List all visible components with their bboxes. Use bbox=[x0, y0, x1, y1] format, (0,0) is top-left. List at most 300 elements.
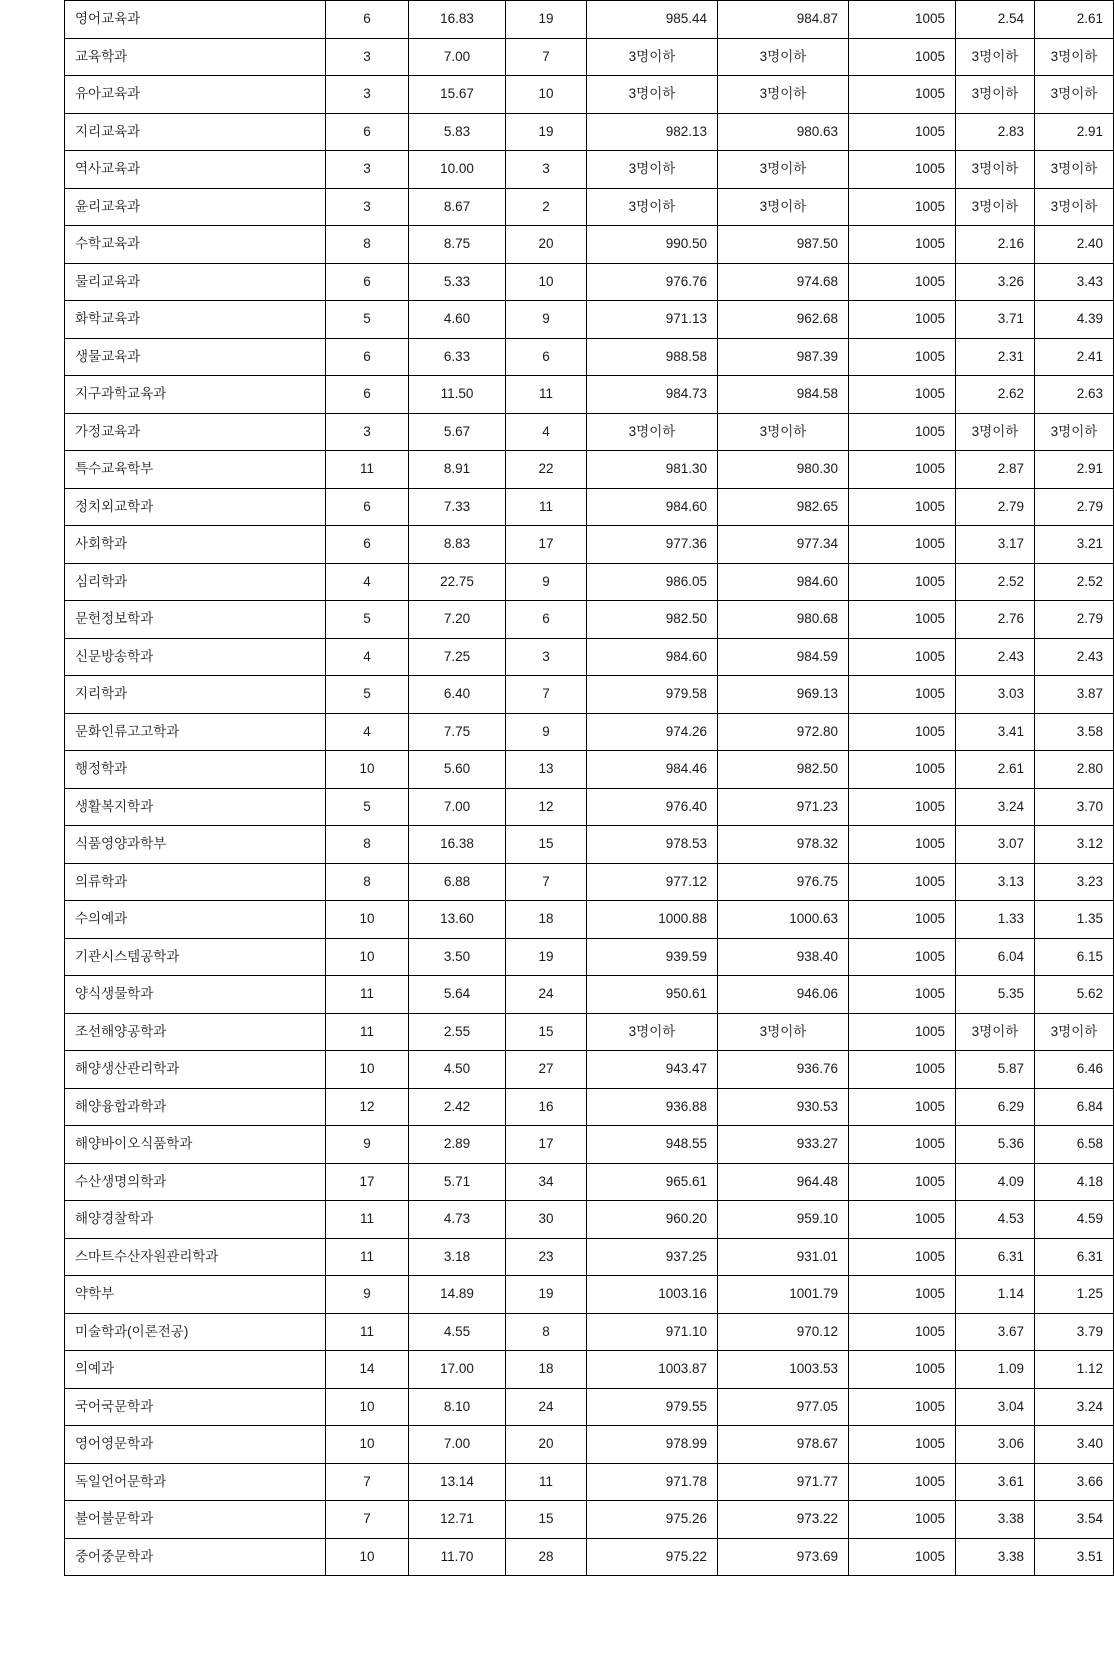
table-row bbox=[65, 76, 1114, 114]
cell-score1: 948.55 bbox=[587, 1126, 718, 1164]
cell-dept: 스마트수산자원관리학과 bbox=[65, 1238, 326, 1276]
cell-score2: 946.06 bbox=[718, 976, 849, 1014]
cell-dept: 해양생산관리학과 bbox=[65, 1051, 326, 1089]
cell-total: 1005 bbox=[849, 1463, 956, 1501]
cell-num: 3 bbox=[326, 38, 409, 76]
cell-pct1: 3.41 bbox=[956, 713, 1035, 751]
cell-score1: 971.78 bbox=[587, 1463, 718, 1501]
cell-score2: 973.22 bbox=[718, 1501, 849, 1539]
cell-num: 3 bbox=[326, 151, 409, 189]
cell-score1: 974.26 bbox=[587, 713, 718, 751]
cell-dept: 지리교육과 bbox=[65, 113, 326, 151]
cell-rate: 3.18 bbox=[409, 1238, 506, 1276]
table-row bbox=[65, 1426, 1114, 1464]
cell-cnt: 18 bbox=[506, 901, 587, 939]
cell-score2: 964.48 bbox=[718, 1163, 849, 1201]
cell-score1: 979.58 bbox=[587, 676, 718, 714]
cell-num: 11 bbox=[326, 1238, 409, 1276]
cell-score2: 987.39 bbox=[718, 338, 849, 376]
cell-cnt: 30 bbox=[506, 1201, 587, 1239]
cell-total: 1005 bbox=[849, 638, 956, 676]
cell-score2: 936.76 bbox=[718, 1051, 849, 1089]
cell-pct2: 3명이하 bbox=[1035, 413, 1114, 451]
table-row bbox=[65, 151, 1114, 189]
cell-score1: 988.58 bbox=[587, 338, 718, 376]
cell-score1: 3명이하 bbox=[587, 38, 718, 76]
cell-rate: 7.00 bbox=[409, 38, 506, 76]
cell-rate: 3.50 bbox=[409, 938, 506, 976]
cell-total: 1005 bbox=[849, 413, 956, 451]
cell-total: 1005 bbox=[849, 1501, 956, 1539]
cell-pct2: 1.35 bbox=[1035, 901, 1114, 939]
table-row bbox=[65, 1163, 1114, 1201]
cell-score2: 980.30 bbox=[718, 451, 849, 489]
table-row bbox=[65, 638, 1114, 676]
cell-dept: 국어국문학과 bbox=[65, 1388, 326, 1426]
cell-num: 10 bbox=[326, 938, 409, 976]
cell-pct1: 2.79 bbox=[956, 488, 1035, 526]
cell-pct1: 3.61 bbox=[956, 1463, 1035, 1501]
cell-score1: 978.53 bbox=[587, 826, 718, 864]
cell-score1: 981.30 bbox=[587, 451, 718, 489]
cell-pct2: 3명이하 bbox=[1035, 151, 1114, 189]
table-row bbox=[65, 563, 1114, 601]
cell-score1: 986.05 bbox=[587, 563, 718, 601]
cell-pct2: 2.61 bbox=[1035, 1, 1114, 39]
cell-num: 10 bbox=[326, 1051, 409, 1089]
cell-num: 9 bbox=[326, 1126, 409, 1164]
cell-total: 1005 bbox=[849, 301, 956, 339]
cell-num: 6 bbox=[326, 1, 409, 39]
cell-score2: 978.32 bbox=[718, 826, 849, 864]
cell-pct2: 2.91 bbox=[1035, 451, 1114, 489]
cell-total: 1005 bbox=[849, 1126, 956, 1164]
cell-cnt: 27 bbox=[506, 1051, 587, 1089]
cell-score2: 984.58 bbox=[718, 376, 849, 414]
cell-pct2: 2.79 bbox=[1035, 488, 1114, 526]
cell-score2: 931.01 bbox=[718, 1238, 849, 1276]
cell-total: 1005 bbox=[849, 151, 956, 189]
cell-score2: 980.63 bbox=[718, 113, 849, 151]
table-row bbox=[65, 1126, 1114, 1164]
table-row bbox=[65, 1538, 1114, 1576]
cell-pct1: 3명이하 bbox=[956, 38, 1035, 76]
cell-pct2: 3.24 bbox=[1035, 1388, 1114, 1426]
cell-pct1: 3.13 bbox=[956, 863, 1035, 901]
cell-rate: 2.42 bbox=[409, 1088, 506, 1126]
cell-pct2: 6.31 bbox=[1035, 1238, 1114, 1276]
cell-pct1: 2.16 bbox=[956, 226, 1035, 264]
cell-cnt: 6 bbox=[506, 601, 587, 639]
cell-score2: 1000.63 bbox=[718, 901, 849, 939]
cell-total: 1005 bbox=[849, 338, 956, 376]
cell-rate: 6.33 bbox=[409, 338, 506, 376]
cell-rate: 7.33 bbox=[409, 488, 506, 526]
cell-score2: 984.59 bbox=[718, 638, 849, 676]
cell-rate: 7.20 bbox=[409, 601, 506, 639]
table-row bbox=[65, 338, 1114, 376]
cell-total: 1005 bbox=[849, 976, 956, 1014]
cell-pct2: 3명이하 bbox=[1035, 38, 1114, 76]
cell-pct2: 2.63 bbox=[1035, 376, 1114, 414]
cell-dept: 의류학과 bbox=[65, 863, 326, 901]
cell-dept: 영어교육과 bbox=[65, 1, 326, 39]
cell-total: 1005 bbox=[849, 938, 956, 976]
cell-cnt: 28 bbox=[506, 1538, 587, 1576]
cell-rate: 22.75 bbox=[409, 563, 506, 601]
cell-score2: 959.10 bbox=[718, 1201, 849, 1239]
cell-score2: 974.68 bbox=[718, 263, 849, 301]
cell-dept: 해양융합과학과 bbox=[65, 1088, 326, 1126]
cell-score1: 975.26 bbox=[587, 1501, 718, 1539]
cell-score1: 3명이하 bbox=[587, 151, 718, 189]
cell-pct1: 3명이하 bbox=[956, 76, 1035, 114]
cell-score2: 933.27 bbox=[718, 1126, 849, 1164]
cell-total: 1005 bbox=[849, 1313, 956, 1351]
table-row bbox=[65, 938, 1114, 976]
table-row bbox=[65, 976, 1114, 1014]
cell-score2: 930.53 bbox=[718, 1088, 849, 1126]
cell-total: 1005 bbox=[849, 263, 956, 301]
cell-cnt: 9 bbox=[506, 713, 587, 751]
table-row bbox=[65, 676, 1114, 714]
cell-score2: 3명이하 bbox=[718, 151, 849, 189]
cell-dept: 불어불문학과 bbox=[65, 1501, 326, 1539]
cell-cnt: 8 bbox=[506, 1313, 587, 1351]
cell-num: 10 bbox=[326, 901, 409, 939]
table-row bbox=[65, 301, 1114, 339]
cell-rate: 8.83 bbox=[409, 526, 506, 564]
cell-score2: 970.12 bbox=[718, 1313, 849, 1351]
cell-rate: 16.38 bbox=[409, 826, 506, 864]
cell-rate: 8.75 bbox=[409, 226, 506, 264]
cell-total: 1005 bbox=[849, 451, 956, 489]
cell-dept: 교육학과 bbox=[65, 38, 326, 76]
table-row bbox=[65, 1088, 1114, 1126]
cell-dept: 사회학과 bbox=[65, 526, 326, 564]
cell-dept: 역사교육과 bbox=[65, 151, 326, 189]
cell-pct2: 1.25 bbox=[1035, 1276, 1114, 1314]
cell-pct2: 3.40 bbox=[1035, 1426, 1114, 1464]
table-row bbox=[65, 788, 1114, 826]
cell-dept: 의예과 bbox=[65, 1351, 326, 1389]
cell-cnt: 19 bbox=[506, 113, 587, 151]
cell-cnt: 24 bbox=[506, 976, 587, 1014]
cell-pct2: 3.79 bbox=[1035, 1313, 1114, 1351]
cell-score1: 937.25 bbox=[587, 1238, 718, 1276]
admissions-table-container bbox=[64, 0, 1103, 1576]
cell-pct1: 3.38 bbox=[956, 1538, 1035, 1576]
cell-dept: 기관시스템공학과 bbox=[65, 938, 326, 976]
cell-pct2: 6.46 bbox=[1035, 1051, 1114, 1089]
cell-cnt: 19 bbox=[506, 1276, 587, 1314]
cell-dept: 약학부 bbox=[65, 1276, 326, 1314]
cell-rate: 6.88 bbox=[409, 863, 506, 901]
table-row bbox=[65, 38, 1114, 76]
cell-cnt: 15 bbox=[506, 1013, 587, 1051]
cell-score1: 3명이하 bbox=[587, 76, 718, 114]
cell-cnt: 34 bbox=[506, 1163, 587, 1201]
cell-pct1: 4.53 bbox=[956, 1201, 1035, 1239]
cell-num: 14 bbox=[326, 1351, 409, 1389]
table-row bbox=[65, 376, 1114, 414]
cell-dept: 가정교육과 bbox=[65, 413, 326, 451]
table-row bbox=[65, 1051, 1114, 1089]
cell-dept: 양식생물학과 bbox=[65, 976, 326, 1014]
table-row bbox=[65, 1313, 1114, 1351]
cell-cnt: 10 bbox=[506, 76, 587, 114]
cell-cnt: 19 bbox=[506, 1, 587, 39]
cell-total: 1005 bbox=[849, 751, 956, 789]
cell-rate: 7.75 bbox=[409, 713, 506, 751]
cell-score2: 1001.79 bbox=[718, 1276, 849, 1314]
cell-num: 6 bbox=[326, 338, 409, 376]
cell-num: 11 bbox=[326, 1201, 409, 1239]
cell-pct2: 4.59 bbox=[1035, 1201, 1114, 1239]
cell-total: 1005 bbox=[849, 1388, 956, 1426]
cell-dept: 중어중문학과 bbox=[65, 1538, 326, 1576]
cell-rate: 8.10 bbox=[409, 1388, 506, 1426]
cell-score2: 984.60 bbox=[718, 563, 849, 601]
cell-cnt: 7 bbox=[506, 863, 587, 901]
cell-pct2: 6.84 bbox=[1035, 1088, 1114, 1126]
cell-cnt: 9 bbox=[506, 301, 587, 339]
cell-pct1: 3.71 bbox=[956, 301, 1035, 339]
cell-score2: 962.68 bbox=[718, 301, 849, 339]
cell-score2: 987.50 bbox=[718, 226, 849, 264]
cell-num: 5 bbox=[326, 676, 409, 714]
cell-pct2: 3.58 bbox=[1035, 713, 1114, 751]
cell-rate: 5.64 bbox=[409, 976, 506, 1014]
cell-total: 1005 bbox=[849, 1238, 956, 1276]
cell-num: 5 bbox=[326, 301, 409, 339]
cell-pct2: 1.12 bbox=[1035, 1351, 1114, 1389]
cell-cnt: 12 bbox=[506, 788, 587, 826]
cell-total: 1005 bbox=[849, 863, 956, 901]
cell-pct2: 5.62 bbox=[1035, 976, 1114, 1014]
cell-score1: 982.13 bbox=[587, 113, 718, 151]
cell-pct1: 2.76 bbox=[956, 601, 1035, 639]
table-row bbox=[65, 488, 1114, 526]
cell-pct1: 6.29 bbox=[956, 1088, 1035, 1126]
cell-score1: 984.60 bbox=[587, 638, 718, 676]
cell-pct2: 2.43 bbox=[1035, 638, 1114, 676]
cell-score2: 971.23 bbox=[718, 788, 849, 826]
table-row bbox=[65, 526, 1114, 564]
cell-score2: 971.77 bbox=[718, 1463, 849, 1501]
cell-pct2: 3명이하 bbox=[1035, 1013, 1114, 1051]
cell-rate: 4.50 bbox=[409, 1051, 506, 1089]
cell-total: 1005 bbox=[849, 1163, 956, 1201]
cell-dept: 윤리교육과 bbox=[65, 188, 326, 226]
cell-num: 8 bbox=[326, 826, 409, 864]
cell-score1: 985.44 bbox=[587, 1, 718, 39]
table-row bbox=[65, 751, 1114, 789]
cell-num: 11 bbox=[326, 451, 409, 489]
cell-cnt: 11 bbox=[506, 376, 587, 414]
cell-num: 7 bbox=[326, 1501, 409, 1539]
cell-total: 1005 bbox=[849, 1051, 956, 1089]
table-row bbox=[65, 863, 1114, 901]
cell-total: 1005 bbox=[849, 826, 956, 864]
cell-pct2: 3.87 bbox=[1035, 676, 1114, 714]
cell-pct1: 2.61 bbox=[956, 751, 1035, 789]
cell-cnt: 13 bbox=[506, 751, 587, 789]
cell-dept: 지구과학교육과 bbox=[65, 376, 326, 414]
table-row bbox=[65, 1238, 1114, 1276]
cell-total: 1005 bbox=[849, 376, 956, 414]
cell-pct2: 2.80 bbox=[1035, 751, 1114, 789]
admissions-results-table bbox=[64, 0, 1114, 1576]
cell-score1: 976.76 bbox=[587, 263, 718, 301]
cell-pct1: 3.03 bbox=[956, 676, 1035, 714]
cell-rate: 4.55 bbox=[409, 1313, 506, 1351]
cell-score2: 982.65 bbox=[718, 488, 849, 526]
table-body bbox=[65, 1, 1114, 1576]
cell-score2: 978.67 bbox=[718, 1426, 849, 1464]
cell-pct1: 2.83 bbox=[956, 113, 1035, 151]
cell-pct2: 3명이하 bbox=[1035, 188, 1114, 226]
cell-rate: 4.60 bbox=[409, 301, 506, 339]
cell-score2: 977.34 bbox=[718, 526, 849, 564]
cell-dept: 조선해양공학과 bbox=[65, 1013, 326, 1051]
cell-cnt: 15 bbox=[506, 826, 587, 864]
cell-score2: 984.87 bbox=[718, 1, 849, 39]
table-row bbox=[65, 1388, 1114, 1426]
table-row bbox=[65, 226, 1114, 264]
cell-pct1: 3.17 bbox=[956, 526, 1035, 564]
cell-pct2: 6.58 bbox=[1035, 1126, 1114, 1164]
cell-cnt: 11 bbox=[506, 488, 587, 526]
cell-cnt: 16 bbox=[506, 1088, 587, 1126]
cell-score2: 977.05 bbox=[718, 1388, 849, 1426]
cell-score2: 3명이하 bbox=[718, 1013, 849, 1051]
cell-score1: 984.60 bbox=[587, 488, 718, 526]
cell-total: 1005 bbox=[849, 1426, 956, 1464]
cell-score1: 971.10 bbox=[587, 1313, 718, 1351]
cell-score1: 976.40 bbox=[587, 788, 718, 826]
cell-score2: 973.69 bbox=[718, 1538, 849, 1576]
cell-pct2: 3.51 bbox=[1035, 1538, 1114, 1576]
cell-pct1: 3.06 bbox=[956, 1426, 1035, 1464]
cell-num: 10 bbox=[326, 1426, 409, 1464]
table-row bbox=[65, 1013, 1114, 1051]
cell-dept: 수산생명의학과 bbox=[65, 1163, 326, 1201]
table-row bbox=[65, 1, 1114, 39]
cell-score1: 978.99 bbox=[587, 1426, 718, 1464]
cell-total: 1005 bbox=[849, 526, 956, 564]
cell-num: 6 bbox=[326, 526, 409, 564]
cell-score1: 950.61 bbox=[587, 976, 718, 1014]
cell-total: 1005 bbox=[849, 676, 956, 714]
cell-cnt: 4 bbox=[506, 413, 587, 451]
cell-cnt: 7 bbox=[506, 676, 587, 714]
cell-num: 4 bbox=[326, 563, 409, 601]
cell-dept: 문헌정보학과 bbox=[65, 601, 326, 639]
cell-pct1: 3.04 bbox=[956, 1388, 1035, 1426]
cell-rate: 8.91 bbox=[409, 451, 506, 489]
cell-cnt: 20 bbox=[506, 1426, 587, 1464]
cell-score1: 971.13 bbox=[587, 301, 718, 339]
cell-pct1: 5.35 bbox=[956, 976, 1035, 1014]
table-row bbox=[65, 901, 1114, 939]
cell-rate: 5.60 bbox=[409, 751, 506, 789]
cell-pct1: 3.07 bbox=[956, 826, 1035, 864]
cell-rate: 16.83 bbox=[409, 1, 506, 39]
cell-total: 1005 bbox=[849, 563, 956, 601]
cell-rate: 5.71 bbox=[409, 1163, 506, 1201]
cell-score2: 3명이하 bbox=[718, 188, 849, 226]
cell-num: 5 bbox=[326, 788, 409, 826]
table-row bbox=[65, 113, 1114, 151]
cell-pct1: 3명이하 bbox=[956, 413, 1035, 451]
cell-num: 4 bbox=[326, 638, 409, 676]
cell-pct2: 3.54 bbox=[1035, 1501, 1114, 1539]
cell-rate: 11.50 bbox=[409, 376, 506, 414]
cell-dept: 해양경찰학과 bbox=[65, 1201, 326, 1239]
cell-rate: 5.67 bbox=[409, 413, 506, 451]
cell-num: 6 bbox=[326, 376, 409, 414]
cell-dept: 문화인류고고학과 bbox=[65, 713, 326, 751]
cell-num: 3 bbox=[326, 413, 409, 451]
cell-cnt: 15 bbox=[506, 1501, 587, 1539]
cell-rate: 13.14 bbox=[409, 1463, 506, 1501]
cell-dept: 식품영양과학부 bbox=[65, 826, 326, 864]
cell-rate: 17.00 bbox=[409, 1351, 506, 1389]
cell-pct2: 3.12 bbox=[1035, 826, 1114, 864]
table-row bbox=[65, 1501, 1114, 1539]
cell-pct2: 2.40 bbox=[1035, 226, 1114, 264]
cell-score1: 936.88 bbox=[587, 1088, 718, 1126]
table-row bbox=[65, 451, 1114, 489]
cell-score1: 943.47 bbox=[587, 1051, 718, 1089]
cell-pct1: 4.09 bbox=[956, 1163, 1035, 1201]
cell-pct1: 3.26 bbox=[956, 263, 1035, 301]
cell-total: 1005 bbox=[849, 188, 956, 226]
cell-score2: 980.68 bbox=[718, 601, 849, 639]
cell-pct1: 1.09 bbox=[956, 1351, 1035, 1389]
cell-pct2: 4.18 bbox=[1035, 1163, 1114, 1201]
cell-num: 7 bbox=[326, 1463, 409, 1501]
table-row bbox=[65, 1201, 1114, 1239]
cell-pct2: 6.15 bbox=[1035, 938, 1114, 976]
cell-score1: 3명이하 bbox=[587, 188, 718, 226]
cell-num: 10 bbox=[326, 1538, 409, 1576]
cell-total: 1005 bbox=[849, 1, 956, 39]
cell-pct1: 3.24 bbox=[956, 788, 1035, 826]
cell-cnt: 17 bbox=[506, 1126, 587, 1164]
cell-pct2: 2.91 bbox=[1035, 113, 1114, 151]
cell-rate: 4.73 bbox=[409, 1201, 506, 1239]
table-row bbox=[65, 188, 1114, 226]
cell-rate: 8.67 bbox=[409, 188, 506, 226]
cell-pct1: 3명이하 bbox=[956, 1013, 1035, 1051]
cell-score2: 3명이하 bbox=[718, 76, 849, 114]
cell-pct1: 5.36 bbox=[956, 1126, 1035, 1164]
cell-pct1: 2.43 bbox=[956, 638, 1035, 676]
cell-pct1: 5.87 bbox=[956, 1051, 1035, 1089]
cell-score2: 976.75 bbox=[718, 863, 849, 901]
cell-score1: 977.12 bbox=[587, 863, 718, 901]
cell-score1: 939.59 bbox=[587, 938, 718, 976]
cell-total: 1005 bbox=[849, 1013, 956, 1051]
cell-cnt: 3 bbox=[506, 151, 587, 189]
cell-num: 6 bbox=[326, 113, 409, 151]
cell-total: 1005 bbox=[849, 76, 956, 114]
cell-cnt: 2 bbox=[506, 188, 587, 226]
cell-score2: 3명이하 bbox=[718, 413, 849, 451]
cell-cnt: 24 bbox=[506, 1388, 587, 1426]
